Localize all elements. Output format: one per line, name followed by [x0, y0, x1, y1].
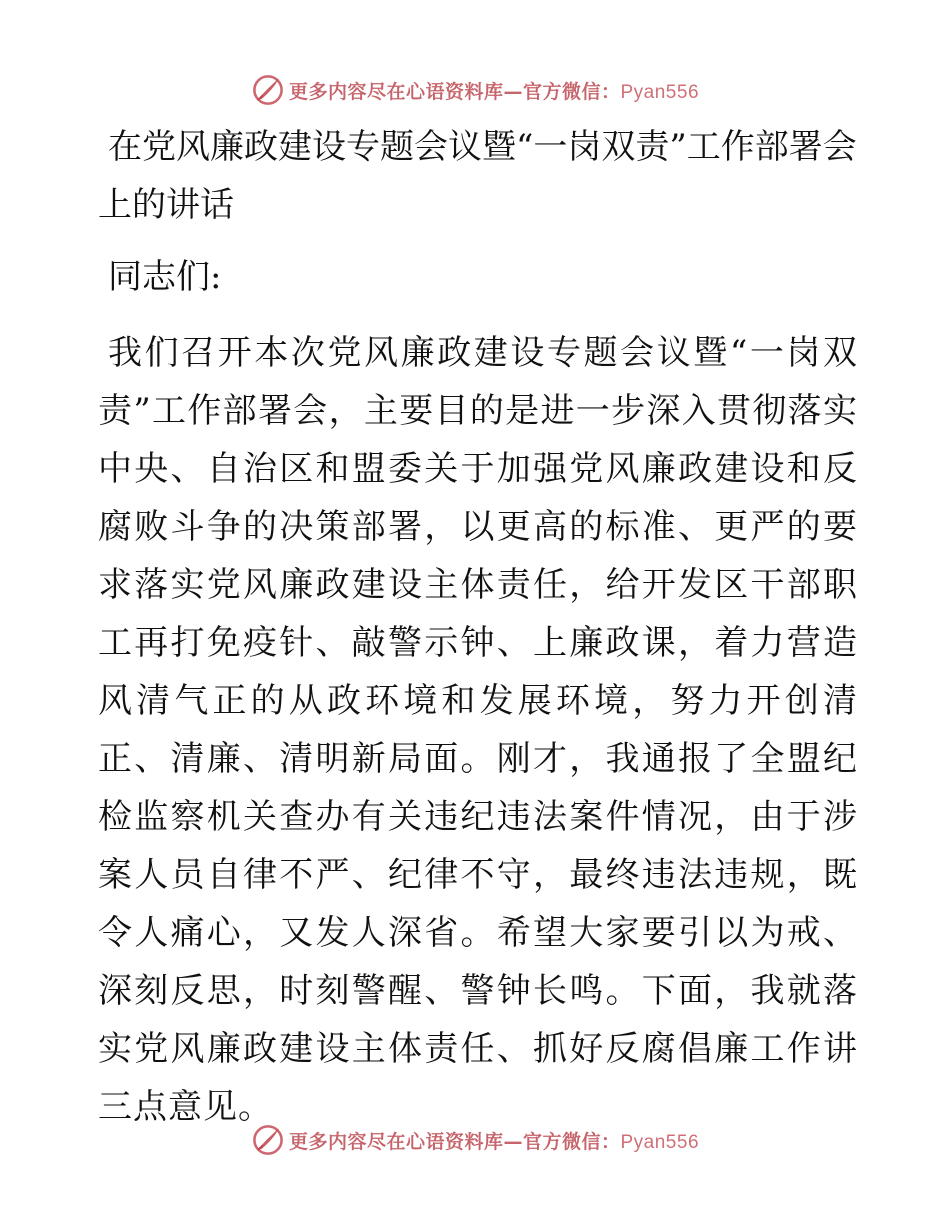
body-paragraph: 我们召开本次党风廉政建设专题会议暨“一岗双责”工作部署会，主要目的是进一步深入贯彻落实中央、自治区和盟委关于加强党风廉政建设和反腐败斗争的决策部署，以更高的标准、更严的要求落实党风廉政建设主体责任，给开发区干部职工再打免疫针、敲警示钟、上廉政课，着力营造风清气正的从政环境和发展环境，努力开创清正、清廉、清明新局面。刚才，我通报了全盟纪检监察机关查办有关违纪违法案件情况，由于涉案人员自律不严、纪律不守，最终违法违规，既令人痛心，又发人深省。希望大家要引以为戒、深刻反思，时刻警醒、警钟长鸣。下面，我就落实党风廉政建设主体责任、抓好反腐倡廉工作讲三点意见。	[98, 333, 858, 1127]
wechat-id: Pyan556	[620, 81, 700, 103]
quill-logo-icon	[251, 73, 285, 107]
footer-watermark	[0, 1120, 950, 1160]
quill-logo-icon	[251, 1123, 285, 1157]
document-title: 在党风廉政建设专题会议暨“一岗双责”工作部署会上的讲话	[98, 127, 857, 225]
wechat-id: Pyan556	[620, 1131, 700, 1153]
header-watermark	[0, 70, 950, 110]
watermark-text: 更多内容尽在心语资料库—官方微信：Pyan556	[288, 80, 700, 103]
watermark-text: 更多内容尽在心语资料库—官方微信：Pyan556	[288, 1130, 700, 1153]
document-body	[98, 118, 858, 1136]
salutation: 同志们:	[108, 257, 222, 297]
